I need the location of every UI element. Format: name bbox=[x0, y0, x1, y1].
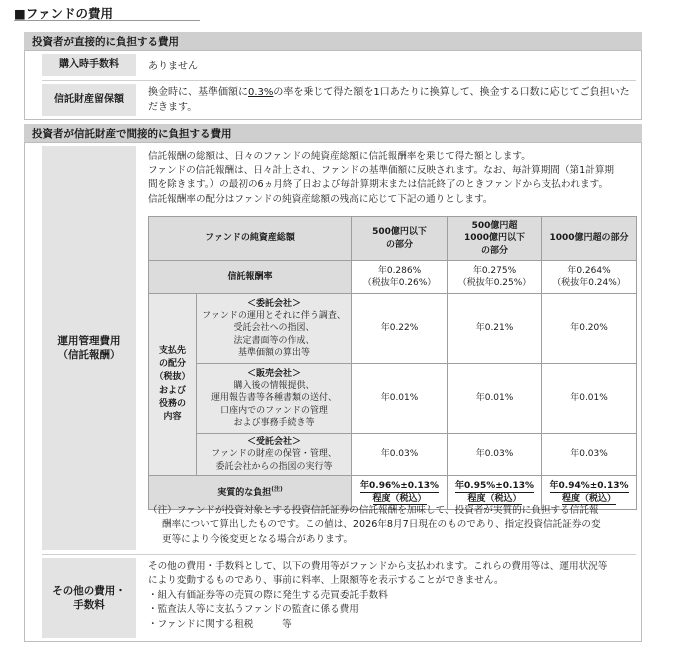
breakdown-line: 役務の bbox=[158, 398, 186, 409]
direct-costs-header: 投資者が直接的に負担する費用 bbox=[24, 32, 642, 50]
party-desc-line: 購入後の情報提供、 bbox=[233, 381, 315, 392]
net-assets-header: ファンドの純資産総額 bbox=[149, 217, 352, 261]
effective-value: 年0.96%±0.13% bbox=[360, 480, 440, 491]
party-value: 年0.20% bbox=[542, 294, 637, 364]
trustor-desc bbox=[197, 294, 352, 364]
tier-line: 1000億円以下 bbox=[463, 233, 526, 244]
party-desc-line: 受託会社への指図、 bbox=[233, 323, 315, 334]
distributor-desc bbox=[197, 364, 352, 434]
party-value: 年0.01% bbox=[352, 364, 448, 434]
effective-tax-incl: 程度（税込） bbox=[562, 493, 617, 504]
party-desc-line: 運用報告書等各種書類の送付、 bbox=[211, 393, 338, 404]
tier-line: 500億円以下 bbox=[372, 227, 427, 238]
intro-line: 間を除きます。）の最初の6ヵ月終了日および毎計算期末または信託終了のときファンドから支払われます。 bbox=[148, 179, 609, 191]
breakdown-label bbox=[149, 294, 197, 476]
rate-value: 年0.275% bbox=[472, 265, 517, 276]
party-desc-line: 委託会社からの指図の実行等 bbox=[215, 461, 333, 472]
mgmt-fee-label bbox=[42, 146, 136, 550]
effective-tax-incl: 程度（税込） bbox=[467, 493, 522, 504]
retention-text-pre: 換金時に、基準価額に bbox=[148, 87, 248, 98]
breakdown-line: 内容 bbox=[163, 411, 182, 422]
purchase-fee-label: 購入時手数料 bbox=[42, 54, 136, 76]
tier-line: の部分 bbox=[481, 245, 509, 256]
rate-value: 年0.264% bbox=[567, 265, 611, 276]
retention-text bbox=[148, 85, 638, 115]
party-value: 年0.03% bbox=[542, 434, 637, 476]
tier1-header bbox=[352, 217, 448, 261]
effective-value: 年0.95%±0.13% bbox=[455, 480, 535, 491]
tier-line: 500億円超 bbox=[471, 221, 518, 232]
rate-value: 年0.286% bbox=[377, 265, 422, 276]
note-mark: (注) bbox=[271, 485, 283, 493]
rate-tax-excl: （税抜年0.24%） bbox=[552, 278, 626, 288]
divider bbox=[42, 554, 636, 555]
rate-tax-excl: （税抜年0.25%） bbox=[457, 278, 532, 288]
mgmt-fee-label-line: （信託報酬） bbox=[57, 349, 121, 361]
rate-cell bbox=[542, 261, 637, 294]
mgmt-fee-intro bbox=[148, 150, 638, 207]
effective-tax-incl: 程度（税込） bbox=[372, 493, 427, 504]
party-desc-line: ファンドの財産の保管・管理、 bbox=[211, 449, 337, 460]
other-line: ・組入有価証券等の売買の際に発生する売買委託手数料 bbox=[148, 589, 388, 601]
retention-label: 信託財産留保額 bbox=[42, 84, 136, 116]
section-title: ■ファンドの費用 bbox=[14, 6, 114, 21]
party-name: ＜受託会社＞ bbox=[247, 437, 302, 448]
fee-note bbox=[148, 504, 640, 547]
divider bbox=[42, 80, 636, 81]
table-row bbox=[149, 364, 637, 434]
other-fees-label bbox=[42, 558, 136, 638]
tier2-header bbox=[448, 217, 542, 261]
party-value: 年0.03% bbox=[448, 434, 542, 476]
title-underline bbox=[14, 20, 200, 21]
purchase-fee-value: ありません bbox=[148, 61, 198, 72]
party-desc-line: 基準価額の算出等 bbox=[238, 347, 311, 358]
other-fees-text bbox=[148, 560, 640, 632]
rate-label: 信託報酬率 bbox=[149, 261, 352, 294]
breakdown-line: および bbox=[158, 385, 186, 396]
party-desc-line: 口座内でのファンドの管理 bbox=[220, 405, 328, 416]
tier-line: の部分 bbox=[386, 239, 414, 250]
intro-line: 信託報酬率の配分はファンドの純資産総額の残高に応じて下記の通りとします。 bbox=[148, 193, 493, 205]
intro-line: ファンドの信託報酬は、日々計上され、ファンドの基準価額に反映されます。なお、毎計算期間（第1計算期 bbox=[148, 165, 615, 177]
other-label-line: その他の費用・ bbox=[52, 584, 126, 597]
other-label-line: 手数料 bbox=[73, 599, 105, 611]
other-line: ・監査法人等に支払うファンドの監査に係る費用 bbox=[148, 604, 359, 616]
party-value: 年0.01% bbox=[542, 364, 637, 434]
other-line: ・ファンドに関する租税 等 bbox=[148, 618, 292, 630]
rate-tax-excl: （税抜年0.26%） bbox=[362, 278, 437, 288]
breakdown-line: 支払先 bbox=[158, 346, 186, 357]
table-header-row bbox=[149, 217, 637, 261]
party-desc-line: 法定書面等の作成、 bbox=[233, 335, 315, 346]
effective-label-text: 実質的な負担 bbox=[217, 487, 272, 498]
rate-cell bbox=[448, 261, 542, 294]
other-line: その他の費用・手数料として、以下の費用等がファンドから支払われます。これらの費用等は、運用状況等 bbox=[148, 561, 608, 572]
breakdown-line: （税抜） bbox=[154, 372, 191, 383]
trustee-desc bbox=[197, 434, 352, 476]
party-value: 年0.03% bbox=[352, 434, 448, 476]
breakdown-line: の配分 bbox=[158, 359, 186, 370]
rate-cell bbox=[352, 261, 448, 294]
indirect-costs-header: 投資者が信託財産で間接的に負担する費用 bbox=[24, 124, 642, 142]
party-value: 年0.22% bbox=[352, 294, 448, 364]
party-desc-line: ファンドの運用とそれに伴う調査、 bbox=[202, 311, 346, 322]
party-desc-line: および事務手続き等 bbox=[233, 417, 315, 428]
mgmt-fee-label-line: 運用管理費用 bbox=[57, 334, 121, 347]
table-row bbox=[149, 261, 637, 294]
retention-text-post: の率を乗じて得た額を1口あたりに換算して、換金する口数に応じてご負担いただきます。 bbox=[148, 87, 630, 113]
party-name: ＜委託会社＞ bbox=[247, 299, 302, 310]
party-value: 年0.01% bbox=[448, 364, 542, 434]
tier3-header: 1000億円超の部分 bbox=[542, 217, 637, 261]
party-name: ＜販売会社＞ bbox=[247, 369, 302, 380]
table-row bbox=[149, 294, 637, 364]
intro-line: 信託報酬の総額は、日々のファンドの純資産総額に信託報酬率を乗じて得た額とします。 bbox=[148, 151, 531, 162]
note-line: 酬率について算出したものです。この値は、2026年8月7日現在のものであり、指定投資信託証券の変 bbox=[162, 519, 601, 531]
note-line: 更等により今後変更となる場合があります。 bbox=[162, 533, 354, 545]
table-row bbox=[149, 434, 637, 476]
note-line: （注）ファンドが投資対象とする投資信託証券の信託報酬を加味して、投資者が実質的に負担する信託報 bbox=[148, 505, 599, 516]
party-value: 年0.21% bbox=[448, 294, 542, 364]
fee-table bbox=[148, 216, 637, 510]
retention-rate: 0.3% bbox=[248, 87, 274, 98]
other-line: により変動するものであり、事前に料率、上限額等を表示することができません。 bbox=[148, 575, 504, 587]
effective-value: 年0.94%±0.13% bbox=[549, 480, 629, 491]
